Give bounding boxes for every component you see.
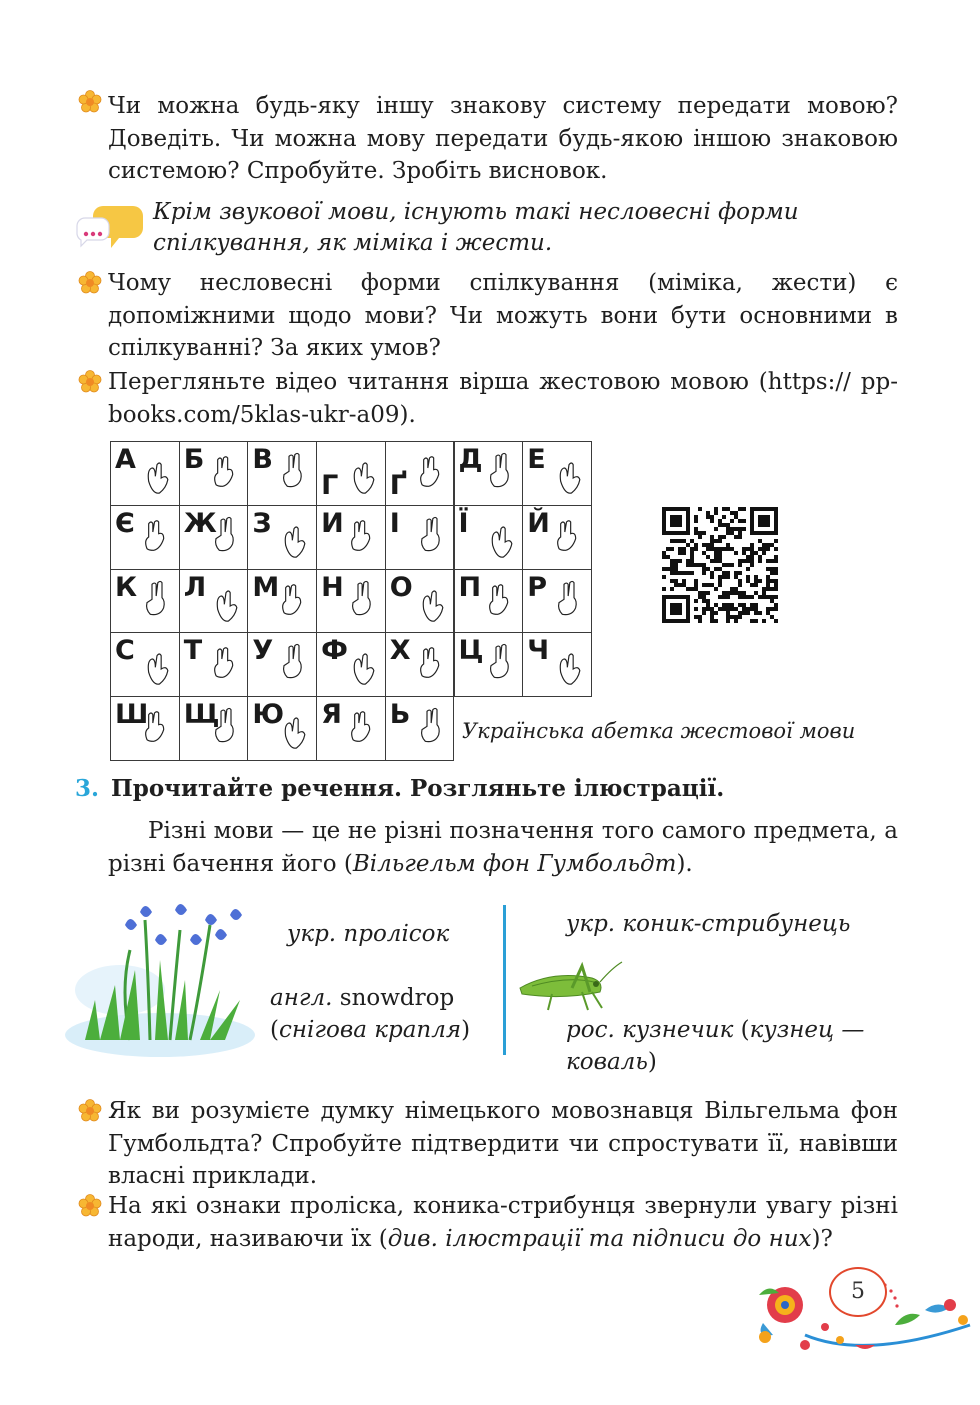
sign-cell (247, 569, 317, 634)
hand-sign-icon (549, 508, 589, 566)
sign-letter: Ї (458, 507, 469, 539)
hand-sign-icon (343, 508, 383, 566)
sign-letter: О (389, 571, 413, 603)
sign-cell (454, 441, 524, 506)
task-title: Прочитайте речення. Розгляньте ілюстрації. (111, 775, 725, 802)
hand-sign-icon (206, 444, 246, 502)
sign-letter: Х (389, 635, 411, 667)
snowdrop-eng-translation: (снігова крапля) (270, 1017, 471, 1043)
hand-sign-icon (481, 508, 521, 566)
sign-cell (522, 632, 592, 697)
sign-cell (179, 505, 249, 570)
note-text: Крім звукової мови, існують такі несловесні форми спілкування, як міміка і жести. (153, 199, 799, 256)
snowdrop-eng-label: англ. snowdrop (270, 985, 455, 1011)
hand-sign-icon (549, 572, 589, 630)
sign-cell (522, 441, 592, 506)
sign-cell (522, 569, 592, 634)
sign-letter: Г (321, 470, 339, 501)
hand-sign-icon (274, 572, 314, 630)
sign-letter: Ч (527, 635, 550, 667)
sign-letter: М (252, 571, 280, 603)
sign-cell (385, 441, 455, 506)
sign-cell (385, 569, 455, 634)
sign-letter: У (252, 635, 274, 667)
sign-cell (454, 505, 524, 570)
sign-cell (110, 696, 180, 761)
sign-cell (110, 505, 180, 570)
question-2: Чому несловесні форми спілкування (міміка, жести) є допоміжними щодо мови? Чи можуть вони бути основними в спілкуванні? За яких умов? (108, 270, 898, 361)
task-number: 3. (75, 775, 100, 802)
flower-bullet-icon (77, 1193, 103, 1219)
quote-text: Різні мови — це не різні позначення того самого предмета, а різні бачення його ( (108, 818, 898, 877)
question-4: Як ви розумієте думку німецького мовознавця Вільгельма фон Гумбольдта? Спробуйте підтвердити чи спростувати її, навівши власні приклади. (108, 1098, 898, 1189)
hand-sign-icon (481, 572, 521, 630)
hand-sign-icon (549, 444, 589, 502)
sign-letter: Ю (252, 699, 285, 731)
sign-letter: Л (183, 571, 207, 603)
sign-letter: З (252, 507, 272, 539)
sign-cell (316, 696, 386, 761)
sign-cell (385, 505, 455, 570)
sign-cell (247, 632, 317, 697)
sign-letter: В (252, 444, 273, 475)
sign-cell (454, 569, 524, 634)
sign-letter: А (115, 444, 136, 475)
flower-bullet-icon (77, 1098, 103, 1124)
hand-sign-icon (412, 572, 452, 630)
hand-sign-icon (412, 444, 452, 502)
grasshopper-rus-label: рос. кузнечик (кузнец — коваль) (566, 1017, 865, 1075)
qr-code[interactable] (662, 507, 778, 623)
hand-sign-icon (137, 635, 177, 693)
sign-cell (316, 441, 386, 506)
task-3-heading (75, 775, 724, 802)
sign-letter: Т (183, 635, 203, 667)
hand-sign-icon (549, 635, 589, 693)
question-5: На які ознаки проліска, коника-стрибунця звернули увагу різні народи, називаючи їх (див. ілюстрації та підписи до них)? (108, 1193, 898, 1252)
speech-bubble-icon (73, 202, 145, 252)
sign-letter: Р (527, 571, 547, 603)
sign-letter: К (115, 571, 138, 603)
flower-bullet-icon (77, 369, 103, 395)
sign-cell (316, 569, 386, 634)
sign-letter: Я (321, 699, 342, 731)
sign-cell (316, 505, 386, 570)
sign-letter: Ґ (389, 470, 408, 501)
hand-sign-icon (343, 699, 383, 757)
sign-letter: Ф (321, 635, 348, 667)
hand-sign-icon (206, 699, 246, 757)
sign-cell (247, 505, 317, 570)
hand-sign-icon (412, 508, 452, 566)
sign-cell (454, 632, 524, 697)
sign-cell (110, 569, 180, 634)
hand-sign-icon (274, 508, 314, 566)
divider-line (503, 905, 506, 1055)
hand-sign-icon (412, 635, 452, 693)
sign-cell (522, 505, 592, 570)
page-number: 5 (829, 1267, 887, 1317)
alphabet-caption: Українська абетка жестової мови (462, 719, 856, 743)
hand-sign-icon (206, 635, 246, 693)
sign-letter: Е (527, 444, 546, 475)
sign-cell (247, 696, 317, 761)
hand-sign-icon (137, 508, 177, 566)
sign-cell (385, 632, 455, 697)
hand-sign-icon (343, 444, 383, 502)
sign-cell (179, 696, 249, 761)
hand-sign-icon (137, 572, 177, 630)
sign-letter: П (458, 571, 482, 603)
sign-cell (110, 632, 180, 697)
sign-letter: І (389, 507, 400, 539)
sign-cell (110, 441, 180, 506)
sign-alphabet-grid (110, 441, 591, 760)
sign-letter: И (321, 507, 344, 539)
sign-cell (316, 632, 386, 697)
sign-letter: Ц (458, 635, 484, 667)
sign-cell (179, 441, 249, 506)
sign-letter: Н (321, 571, 344, 603)
quote-end: ). (676, 851, 693, 877)
sign-cell (179, 569, 249, 634)
sign-letter: Д (458, 444, 483, 475)
hand-sign-icon (481, 444, 521, 502)
hand-sign-icon (343, 572, 383, 630)
hand-sign-icon (274, 635, 314, 693)
flower-bullet-icon (77, 89, 103, 115)
question-3: Перегляньте відео читання вірша жестовою мовою (https:// pp-books.com/5klas-ukr-a09). (108, 369, 898, 428)
sign-cell (247, 441, 317, 506)
grasshopper-ukr-label: укр. коник-стрибунець (566, 911, 851, 937)
snowdrop-illustration (60, 890, 255, 1060)
sign-letter: Є (115, 507, 135, 539)
sign-letter: Ж (183, 507, 217, 539)
hand-sign-icon (412, 699, 452, 757)
sign-letter: Щ (183, 699, 220, 731)
grasshopper-illustration (512, 948, 624, 1016)
hand-sign-icon (274, 699, 314, 757)
hand-sign-icon (137, 699, 177, 757)
hand-sign-icon (274, 444, 314, 502)
quote-author: Вільгельм фон Гумбольдт (352, 851, 677, 877)
flower-bullet-icon (77, 270, 103, 296)
hand-sign-icon (343, 635, 383, 693)
sign-letter: Й (527, 507, 550, 539)
sign-letter: С (115, 635, 135, 667)
hand-sign-icon (481, 635, 521, 693)
sign-letter: Б (183, 444, 205, 475)
hand-sign-icon (137, 444, 177, 502)
sign-cell (179, 632, 249, 697)
sign-letter: Ь (389, 699, 411, 731)
question-1: Чи можна будь-яку іншу знакову систему передати мовою? Доведіть. Чи можна мову передати будь-якою іншою знаковою системою? Спробуйте. Зробіть висновок. (108, 93, 898, 184)
sign-letter: Ш (115, 699, 149, 731)
sign-cell (385, 696, 455, 761)
hand-sign-icon (206, 508, 246, 566)
hand-sign-icon (206, 572, 246, 630)
snowdrop-ukr-label: укр. пролісок (287, 921, 450, 947)
humboldt-quote (108, 815, 898, 881)
